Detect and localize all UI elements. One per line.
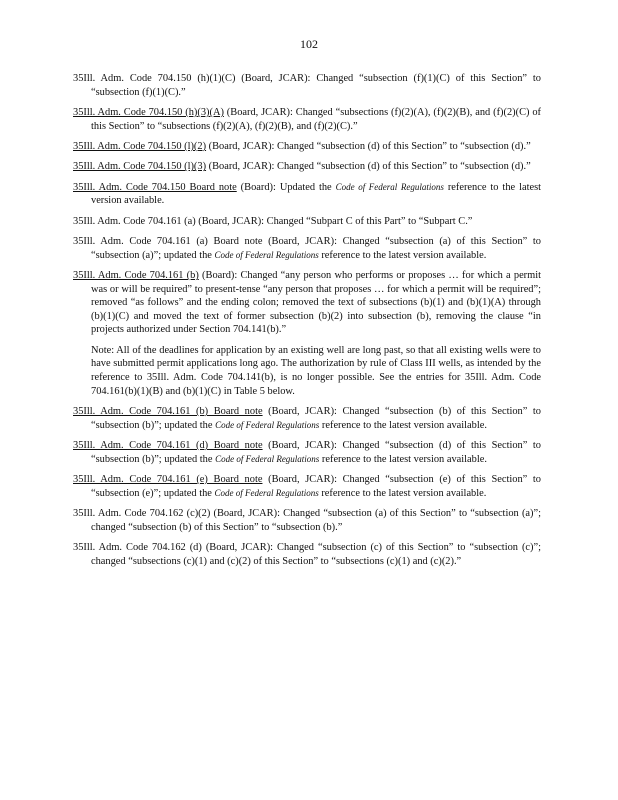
- entry-704-161-b: 35Ill. Adm. Code 704.161 (b) (Board): Changed “any person who performs or proposes … for which a permit was or will be required” to present-tense “any person that proposes … for which a permit will be required”; removed “as follows” and the ending colon; removed the text of subsections (b)(1) and (b)(1)(A) through (b)(1)(C) and moved the text of former subsection (b)(2) into subsection (b), removing the clause “in projects authorized under Section 704.141(b).”: [73, 270, 541, 336]
- entry-704-150-l3: 35Ill. Adm. Code 704.150 (l)(3) (Board, JCAR): Changed “subsection (d) of this Section” to “subsection (d).”: [73, 161, 531, 173]
- entry-704-162-d: 35Ill. Adm. Code 704.162 (d) (Board, JCAR): Changed “subsection (c) of this Section” to “subsection (c)”; changed “subsections (c)(1) and (c)(2) of this Section” to “subsections (c)(1) and (c)(2).”: [73, 541, 541, 567]
- entry-704-150-h3a: 35Ill. Adm. Code 704.150 (h)(3)(A) (Board, JCAR): Changed “subsections (f)(2)(A), (f)(2)(B), and (f)(2)(C) of this Section” to “subsections (f)(2)(A), (f)(2)(B), and (f)(2)(C).”: [73, 106, 541, 132]
- entry-704-161-b-board-note: 35Ill. Adm. Code 704.161 (b) Board note (Board, JCAR): Changed “subsection (b) of this Section” to “subsection (b)”; updated the Code of Federal Regulations reference to the latest version available.: [73, 406, 541, 431]
- entry-704-161-d-board-note: 35Ill. Adm. Code 704.161 (d) Board note (Board, JCAR): Changed “subsection (d) of this Section” to “subsection (b)”; updated the Code of Federal Regulations reference to the latest version available.: [73, 440, 541, 465]
- entry-704-161-e-board-note: 35Ill. Adm. Code 704.161 (e) Board note (Board, JCAR): Changed “subsection (e) of this Section” to “subsection (e)”; updated the Code of Federal Regulations reference to the latest version available.: [73, 474, 541, 499]
- amendment-entries: [73, 72, 541, 575]
- entry-note: Note: All of the deadlines for application by an existing well are long past, so that all existing wells were to have submitted permit applications long ago. The authorization by rule of Class III wells, as intended by the reference to 35Ill. Adm. Code 704.141(b), is no longer possible. See the entries for 35Ill. Adm. Code 704.161(b)(1)(B) and (b)(1)(C) in Table 5 below.: [91, 344, 541, 397]
- entry-704-161-a-board-note: 35Ill. Adm. Code 704.161 (a) Board note (Board, JCAR): Changed “subsection (a) of this Section” to “subsection (a)”; updated the Code of Federal Regulations reference to the latest version available.: [73, 236, 541, 261]
- entry-704-161-a: 35Ill. Adm. Code 704.161 (a) (Board, JCAR): Changed “Subpart C of this Part” to “Subpart C.”: [73, 215, 473, 227]
- entry-704-162-c2: 35Ill. Adm. Code 704.162 (c)(2) (Board, JCAR): Changed “subsection (a) of this Section” to “subsection (a)”; changed “subsection (b) of this Section” to “subsection (b).”: [73, 508, 541, 533]
- entry-704-150-h1c: 35Ill. Adm. Code 704.150 (h)(1)(C) (Board, JCAR): Changed “subsection (f)(1)(C) of this Section” to “subsection (f)(1)(C).”: [73, 73, 541, 98]
- page-number: 102: [300, 37, 318, 51]
- entry-704-150-board-note: 35Ill. Adm. Code 704.150 Board note (Board): Updated the Code of Federal Regulations reference to the latest version available.: [73, 181, 541, 207]
- entry-704-150-l2: 35Ill. Adm. Code 704.150 (l)(2) (Board, JCAR): Changed “subsection (d) of this Section” to “subsection (d).”: [73, 140, 531, 152]
